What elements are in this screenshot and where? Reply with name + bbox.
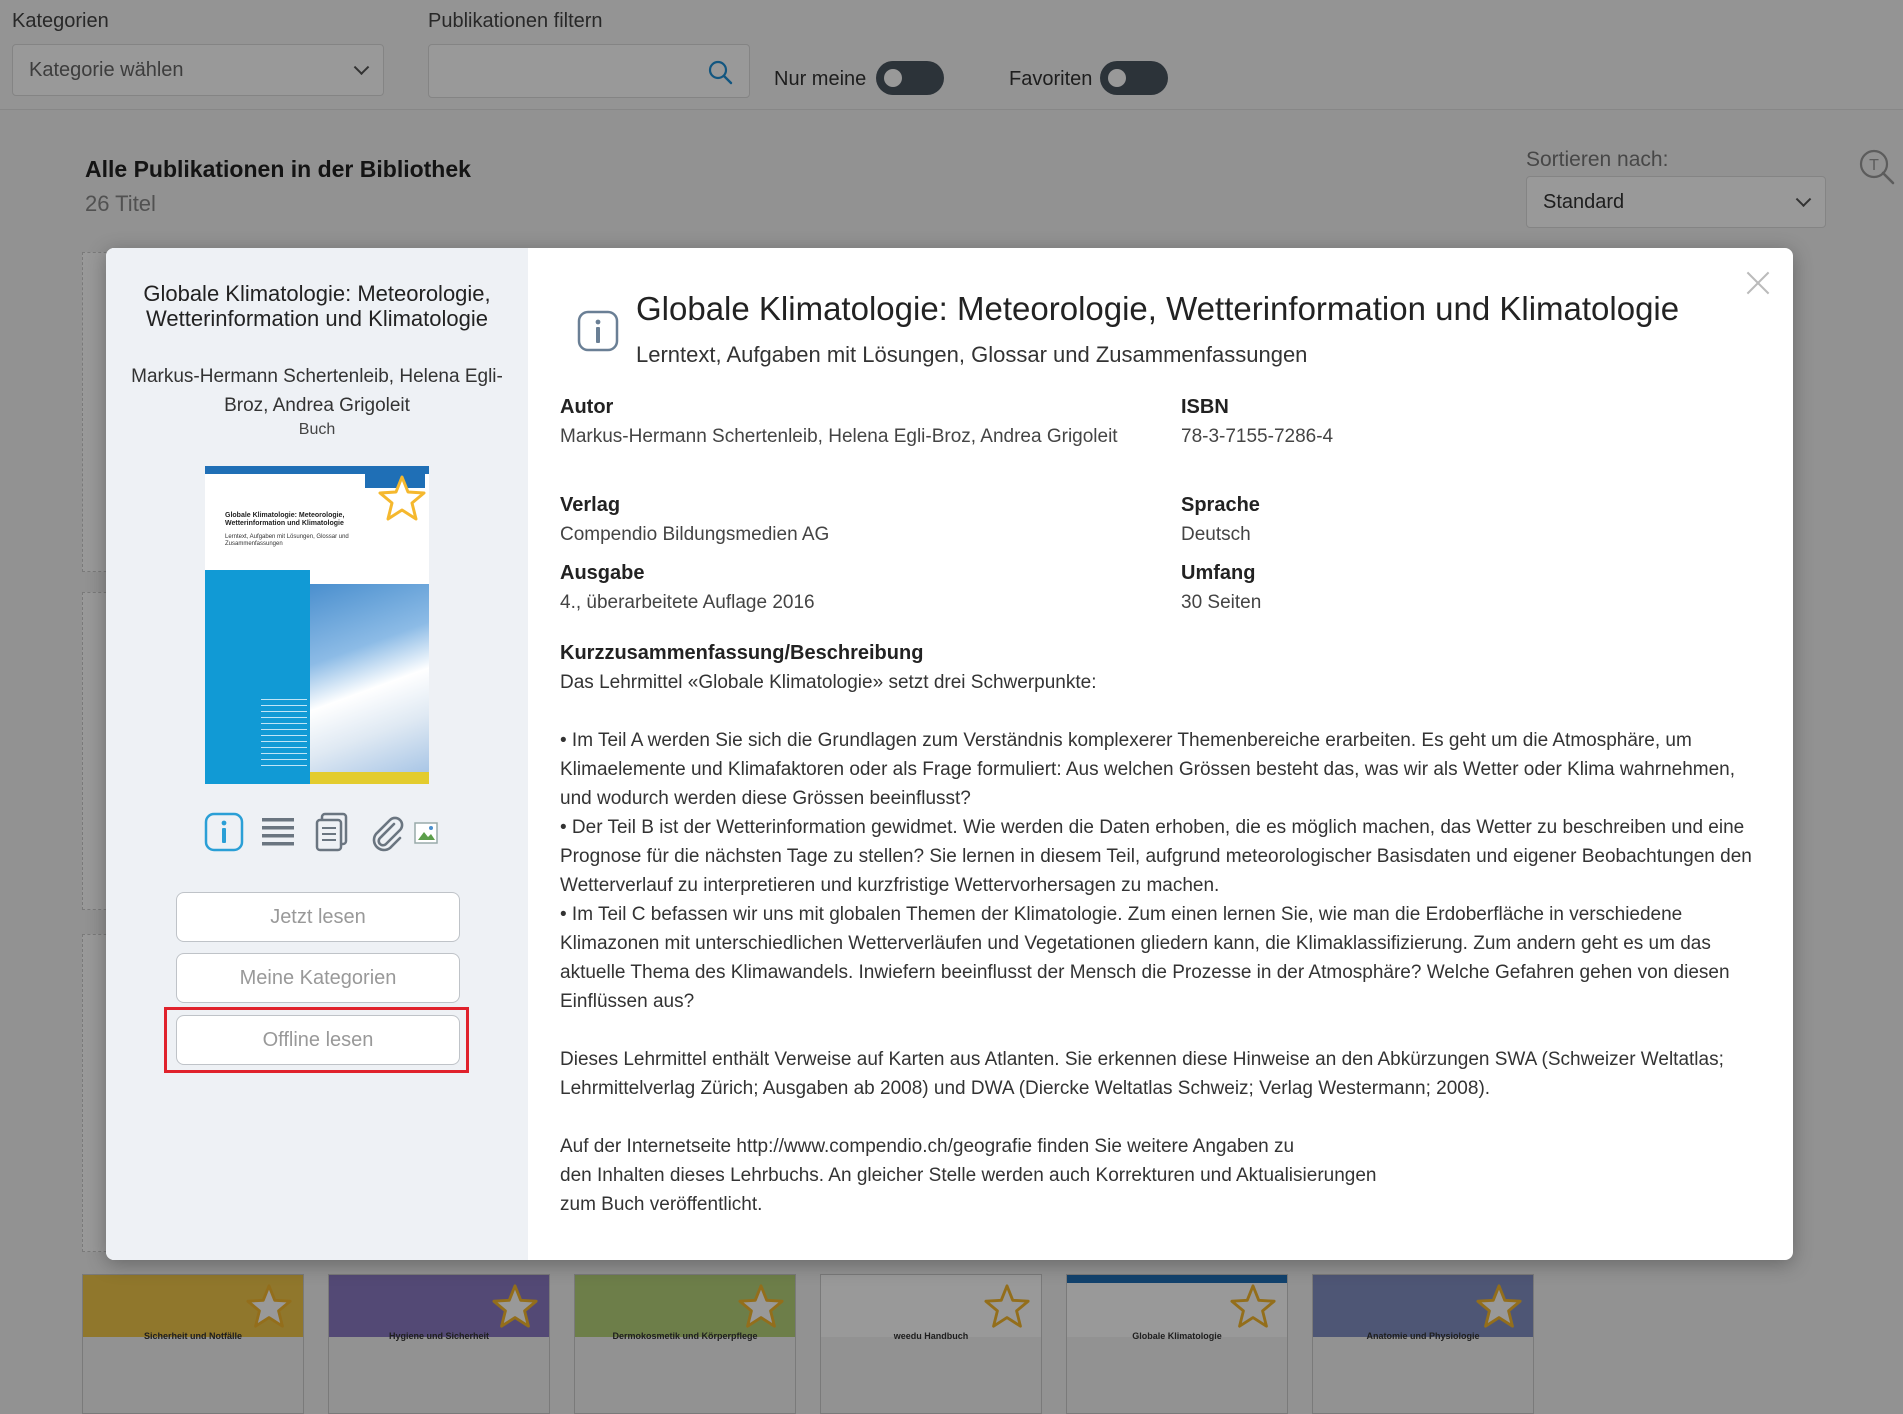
author-value: Markus-Hermann Schertenleib, Helena Egli-Broz, Andrea Grigoleit [560,426,1118,447]
description-body [560,668,1760,1219]
my-categories-button[interactable]: Meine Kategorien [176,953,460,1003]
thumbnail-title: Hygiene und Sicherheit [388,1331,490,1341]
only-mine-label: Nur meine [774,68,867,90]
publication-authors: Markus-Hermann Schertenleib, Helena Egli-Broz, Andrea Grigoleit [131,366,503,416]
book-cover [205,466,429,784]
isbn-value: 78-3-7155-7286-4 [1181,426,1334,447]
category-select-value: Kategorie wählen [29,58,184,81]
cover-contents-list [261,694,307,768]
thumbnail-title: Dermokosmetik und Körperpflege [612,1331,758,1341]
author-label: Autor [560,396,614,418]
cover-field-image [310,772,429,784]
description-point-c: • Im Teil C befassen wir uns mit globalen Themen der Klimatologie. Zum einen lernen Sie, wie man die Erdoberfläche in verschiedene Klimazonen mit unterschiedlichen Wetterverläufen und Vegetationen gliedern kann, die Klimaklassifizierung. Zum andern geht es um das aktuelle Thema des Klimawandels. Inwiefern beeinflusst der Mensch die Prozesse in der Atmosphäre? Welche Gefahren gehen von diesen Einflüssen aus? [560,904,1730,1012]
highlight-box [164,1007,469,1073]
edition-value: 4., überarbeitete Auflage 2016 [560,592,815,613]
extent-value: 30 Seiten [1181,592,1262,613]
isbn-label: ISBN [1181,396,1229,418]
description-label: Kurzzusammenfassung/Beschreibung [560,642,924,664]
thumbnail-title: weedu Handbuch [893,1331,969,1341]
publisher-label: Verlag [560,494,621,516]
description-web-line-1: Auf der Internetseite http://www.compendio.ch/geografie finden Sie weitere Angaben zu [560,1136,1295,1157]
image-icon[interactable] [412,810,442,854]
publication-detail-modal [106,248,1793,1260]
language-value: Deutsch [1181,524,1251,545]
info-icon [576,309,620,353]
thumbnail-title: Globale Klimatologie [1132,1331,1222,1341]
cover-title: Globale Klimatologie: Meteorologie, Wetterinformation und Klimatologie [225,512,345,527]
sort-label: Sortieren nach: [1526,148,1669,171]
description-web-line-3: zum Buch veröffentlicht. [560,1194,763,1215]
description-web-line-2: den Inhalten dieses Lehrbuchs. An gleicher Stelle werden auch Korrekturen und Aktualisierungen [560,1165,1377,1186]
sort-select-value: Standard [1543,190,1625,213]
modal-left-panel [106,248,528,1260]
favorites-label: Favoriten [1009,68,1093,90]
modal-title: Globale Klimatologie: Meteorologie, Wetterinformation und Klimatologie [636,290,1680,327]
list-icon[interactable] [256,810,300,854]
description-point-b: • Der Teil B ist der Wetterinformation gewidmet. Wie werden die Daten erhoben, die es möglich machen, das Wetter zu beschreiben und eine Prognose für die nächsten Tage zu stellen? Sie lernen in diesem Teil, aufgrund meteorologischer Basisdaten und eigener Beobachtungen den Wetterverlauf zu interpretieren und kurzfristige Wettervorhersagen zu machen. [560,817,1752,896]
modal-subtitle: Lerntext, Aufgaben mit Lösungen, Glossar und Zusammenfassungen [636,342,1308,367]
edition-label: Ausgabe [560,562,645,584]
publisher-value: Compendio Bildungsmedien AG [560,524,830,545]
close-icon[interactable] [1745,270,1771,296]
publications-filter-label: Publikationen filtern [428,10,603,32]
thumbnail-title: Sicherheit und Notfälle [143,1331,242,1341]
document-icon[interactable] [310,810,354,854]
categories-label: Kategorien [12,10,109,32]
description-point-a: • Im Teil A werden Sie sich die Grundlagen zum Verständnis komplexerer Themenbereiche erarbeiten. Es geht um die Atmosphäre, um Klimaelemente und Klimafaktoren oder als Frage formuliert: Aus welchen Grössen besteht das, was wir als Wetter oder Klima wahrnehmen, und wodurch werden diese Grössen beeinflusst? [560,730,1736,809]
description-atlas-note: Dieses Lehrmittel enthält Verweise auf Karten aus Atlanten. Sie erkennen diese Hinweise an den Abkürzungen SWA (Schweizer Weltatlas; Lehrmittelverlag Zürich; Ausgaben ab 2008) und DWA (Diercke Weltatlas Schweiz; Verlag Westermann; 2008). [560,1049,1724,1099]
library-count: 26 Titel [85,191,156,216]
svg-text:T: T [1869,157,1879,174]
cover-sky-image [310,584,429,772]
extent-label: Umfang [1181,562,1256,584]
description-intro: Das Lehrmittel «Globale Klimatologie» setzt drei Schwerpunkte: [560,672,1097,693]
publication-type: Buch [298,421,336,438]
language-label: Sprache [1181,494,1260,516]
favorite-star-icon[interactable] [377,474,427,524]
publication-title: Globale Klimatologie: Meteorologie, Wetterinformation und Klimatologie [143,281,491,331]
cover-subtitle: Lerntext, Aufgaben mit Lösungen, Glossar und Zusammenfassungen [225,534,349,547]
offline-read-button[interactable]: Offline lesen [176,1015,460,1065]
library-heading: Alle Publikationen in der Bibliothek [85,156,471,182]
info-icon[interactable] [202,810,246,854]
read-now-button[interactable]: Jetzt lesen [176,892,460,942]
thumbnail-title: Anatomie und Physiologie [1366,1331,1480,1341]
attachment-icon[interactable] [364,810,408,854]
